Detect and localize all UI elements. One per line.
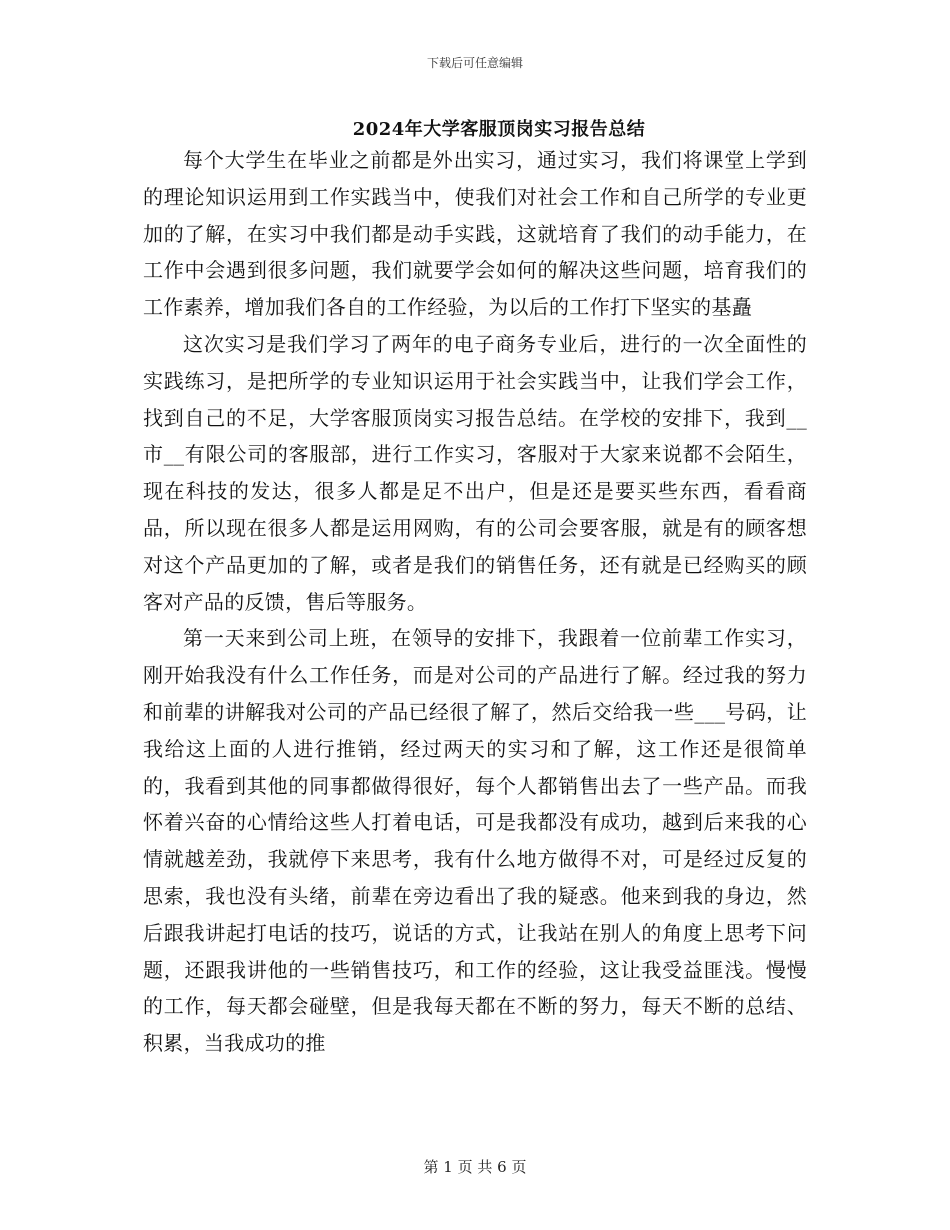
page-header-note: 下载后可任意编辑: [426, 56, 523, 70]
page-number-footer: 第 1 页 共 6 页: [423, 1158, 527, 1176]
paragraph-1: 每个大学生在毕业之前都是外出实习，通过实习，我们将课堂上学到的理论知识运用到工作实践当中，使我们对社会工作和自己所学的专业更加的了解，在实习中我们都是动手实践，这就培育了我们的动手能力，在工作中会遇到很多问题，我们就要学会如何的解决这些问题，培育我们的工作素养，增加我们各自的工作经验，为以后的工作打下坚实的基矗: [143, 148, 807, 320]
document-title: 2024年大学客服顶岗实习报告总结: [352, 119, 646, 140]
document-body: [143, 142, 807, 1062]
paragraph-2: 这次实习是我们学习了两年的电子商务专业后，进行的一次全面性的实践练习，是把所学的专业知识运用于社会实践当中，让我们学会工作，找到自己的不足，大学客服顶岗实习报告总结。在学校的安排下，我到__市__有限公司的客服部，进行工作实习，客服对于大家来说都不会陌生，现在科技的发达，很多人都是足不出户，但是还是要买些东西，看看商品，所以现在很多人都是运用网购，有的公司会要客服，就是有的顾客想对这个产品更加的了解，或者是我们的销售任务，还有就是已经购买的顾客对产品的反馈，售后等服务。: [143, 331, 807, 614]
paragraph-3: 第一天来到公司上班，在领导的安排下，我跟着一位前辈工作实习，刚开始我没有什么工作任务，而是对公司的产品进行了解。经过我的努力和前辈的讲解我对公司的产品已经很了解了，然后交给我一些___号码，让我给这上面的人进行推销，经过两天的实习和了解，这工作还是很简单的，我看到其他的同事都做得很好，每个人都销售出去了一些产品。而我怀着兴奋的心情给这些人打着电话，可是我都没有成功，越到后来我的心情就越差劲，我就停下来思考，我有什么地方做得不对，可是经过反复的思索，我也没有头绪，前辈在旁边看出了我的疑惑。他来到我的身边，然后跟我讲起打电话的技巧，说话的方式，让我站在别人的角度上思考下问题，还跟我讲他的一些销售技巧，和工作的经验，这让我受益匪浅。慢慢的工作，每天都会碰壁，但是我每天都在不断的努力，每天不断的总结、积累，当我成功的推: [143, 626, 807, 1056]
